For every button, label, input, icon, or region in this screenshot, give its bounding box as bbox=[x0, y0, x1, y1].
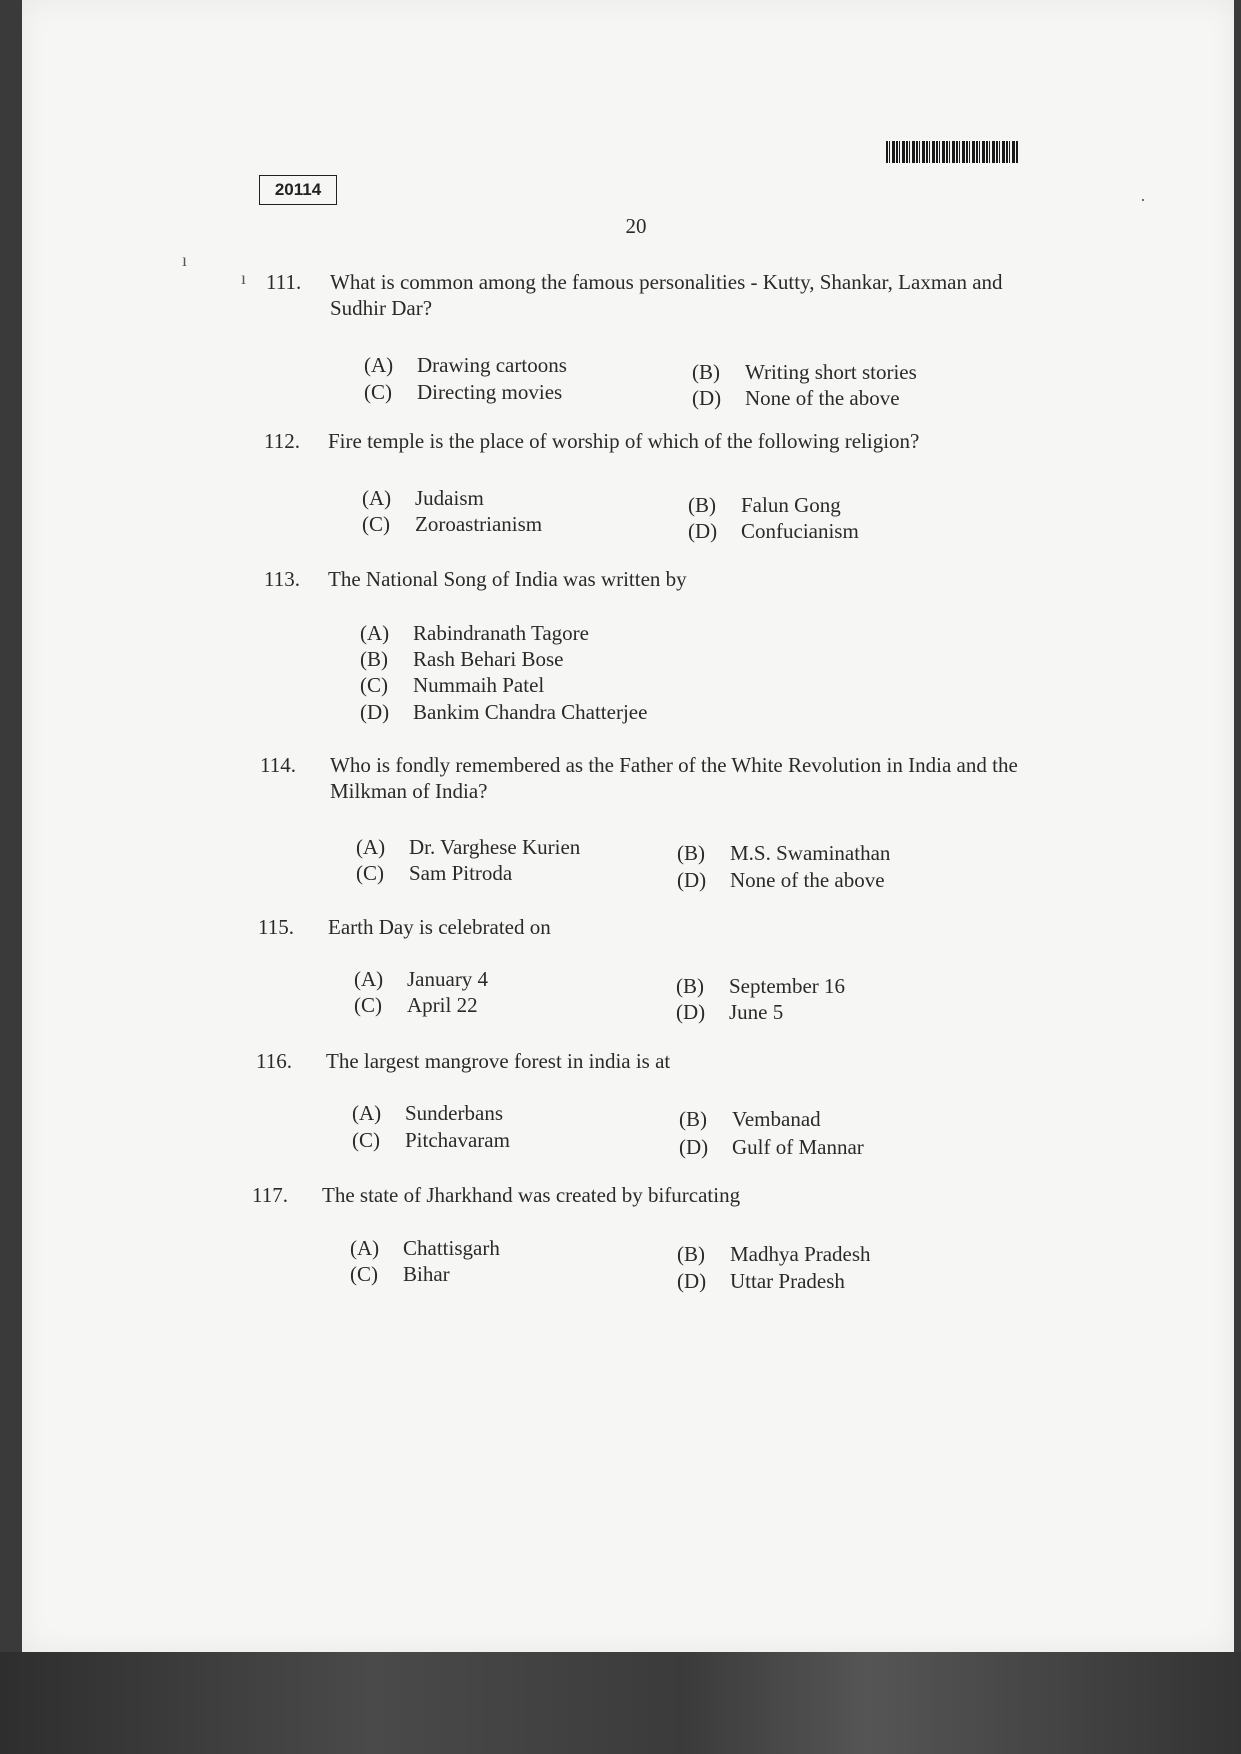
question-number: 111. bbox=[266, 270, 302, 294]
option-d: (D) Uttar Pradesh bbox=[677, 1269, 845, 1293]
barcode-icon bbox=[886, 141, 1018, 163]
option-a: (A) Chattisgarh bbox=[350, 1236, 500, 1260]
scanner-bed-edge bbox=[0, 1652, 1241, 1754]
scan-speck: · bbox=[1140, 190, 1146, 210]
question-number: 114. bbox=[260, 753, 296, 777]
option-a: (A) Sunderbans bbox=[352, 1101, 503, 1125]
question-number: 112. bbox=[264, 429, 300, 453]
question-text: What is common among the famous personalities - Kutty, Shankar, Laxman and Sudhir Dar? bbox=[330, 270, 1003, 320]
option-c: (C) Zoroastrianism bbox=[362, 512, 543, 536]
option-c: (C) Bihar bbox=[350, 1262, 450, 1286]
scan-speck: ı bbox=[241, 268, 247, 288]
option-d: (D) Confucianism bbox=[688, 519, 859, 543]
scan-speck: ı bbox=[182, 250, 188, 270]
option-a: (A) January 4 bbox=[354, 967, 489, 991]
option-d: (D) None of the above bbox=[692, 386, 900, 410]
option-c: (C) Directing movies bbox=[364, 380, 563, 404]
option-a: (A) Drawing cartoons bbox=[364, 353, 567, 377]
option-d: (D) Gulf of Mannar bbox=[679, 1135, 864, 1159]
question-number: 116. bbox=[256, 1049, 292, 1073]
question-text: Earth Day is celebrated on bbox=[328, 915, 551, 939]
question-number: 115. bbox=[258, 915, 294, 939]
question-text: Who is fondly remembered as the Father of the White Revolution in India and the Milkman of India? bbox=[330, 753, 1018, 803]
option-d: (D) Bankim Chandra Chatterjee bbox=[360, 700, 648, 724]
scanned-page bbox=[22, 0, 1234, 1652]
page-number: 20 bbox=[625, 214, 647, 238]
paper-code-box: 20114 bbox=[259, 175, 337, 205]
option-d: (D) June 5 bbox=[676, 1000, 784, 1024]
option-b: (B) M.S. Swaminathan bbox=[677, 841, 891, 865]
option-b: (B) Vembanad bbox=[679, 1107, 821, 1131]
option-b: (B) Rash Behari Bose bbox=[360, 647, 564, 671]
option-a: (A) Rabindranath Tagore bbox=[360, 621, 589, 645]
option-b: (B) Madhya Pradesh bbox=[677, 1242, 871, 1266]
question-text: Fire temple is the place of worship of which of the following religion? bbox=[328, 429, 920, 453]
option-b: (B) Falun Gong bbox=[688, 493, 841, 517]
option-a: (A) Judaism bbox=[362, 486, 484, 510]
option-b: (B) September 16 bbox=[676, 974, 846, 998]
question-number: 113. bbox=[264, 567, 300, 591]
option-a: (A) Dr. Varghese Kurien bbox=[356, 835, 581, 859]
question-text: The largest mangrove forest in india is at bbox=[326, 1049, 671, 1073]
question-number: 117. bbox=[252, 1183, 288, 1207]
option-c: (C) April 22 bbox=[354, 993, 478, 1017]
question-text: The National Song of India was written by bbox=[328, 567, 687, 591]
option-c: (C) Sam Pitroda bbox=[356, 861, 513, 885]
option-b: (B) Writing short stories bbox=[692, 360, 917, 384]
option-c: (C) Pitchavaram bbox=[352, 1128, 510, 1152]
option-c: (C) Nummaih Patel bbox=[360, 673, 545, 697]
option-d: (D) None of the above bbox=[677, 868, 885, 892]
question-text: The state of Jharkhand was created by bifurcating bbox=[322, 1183, 741, 1207]
